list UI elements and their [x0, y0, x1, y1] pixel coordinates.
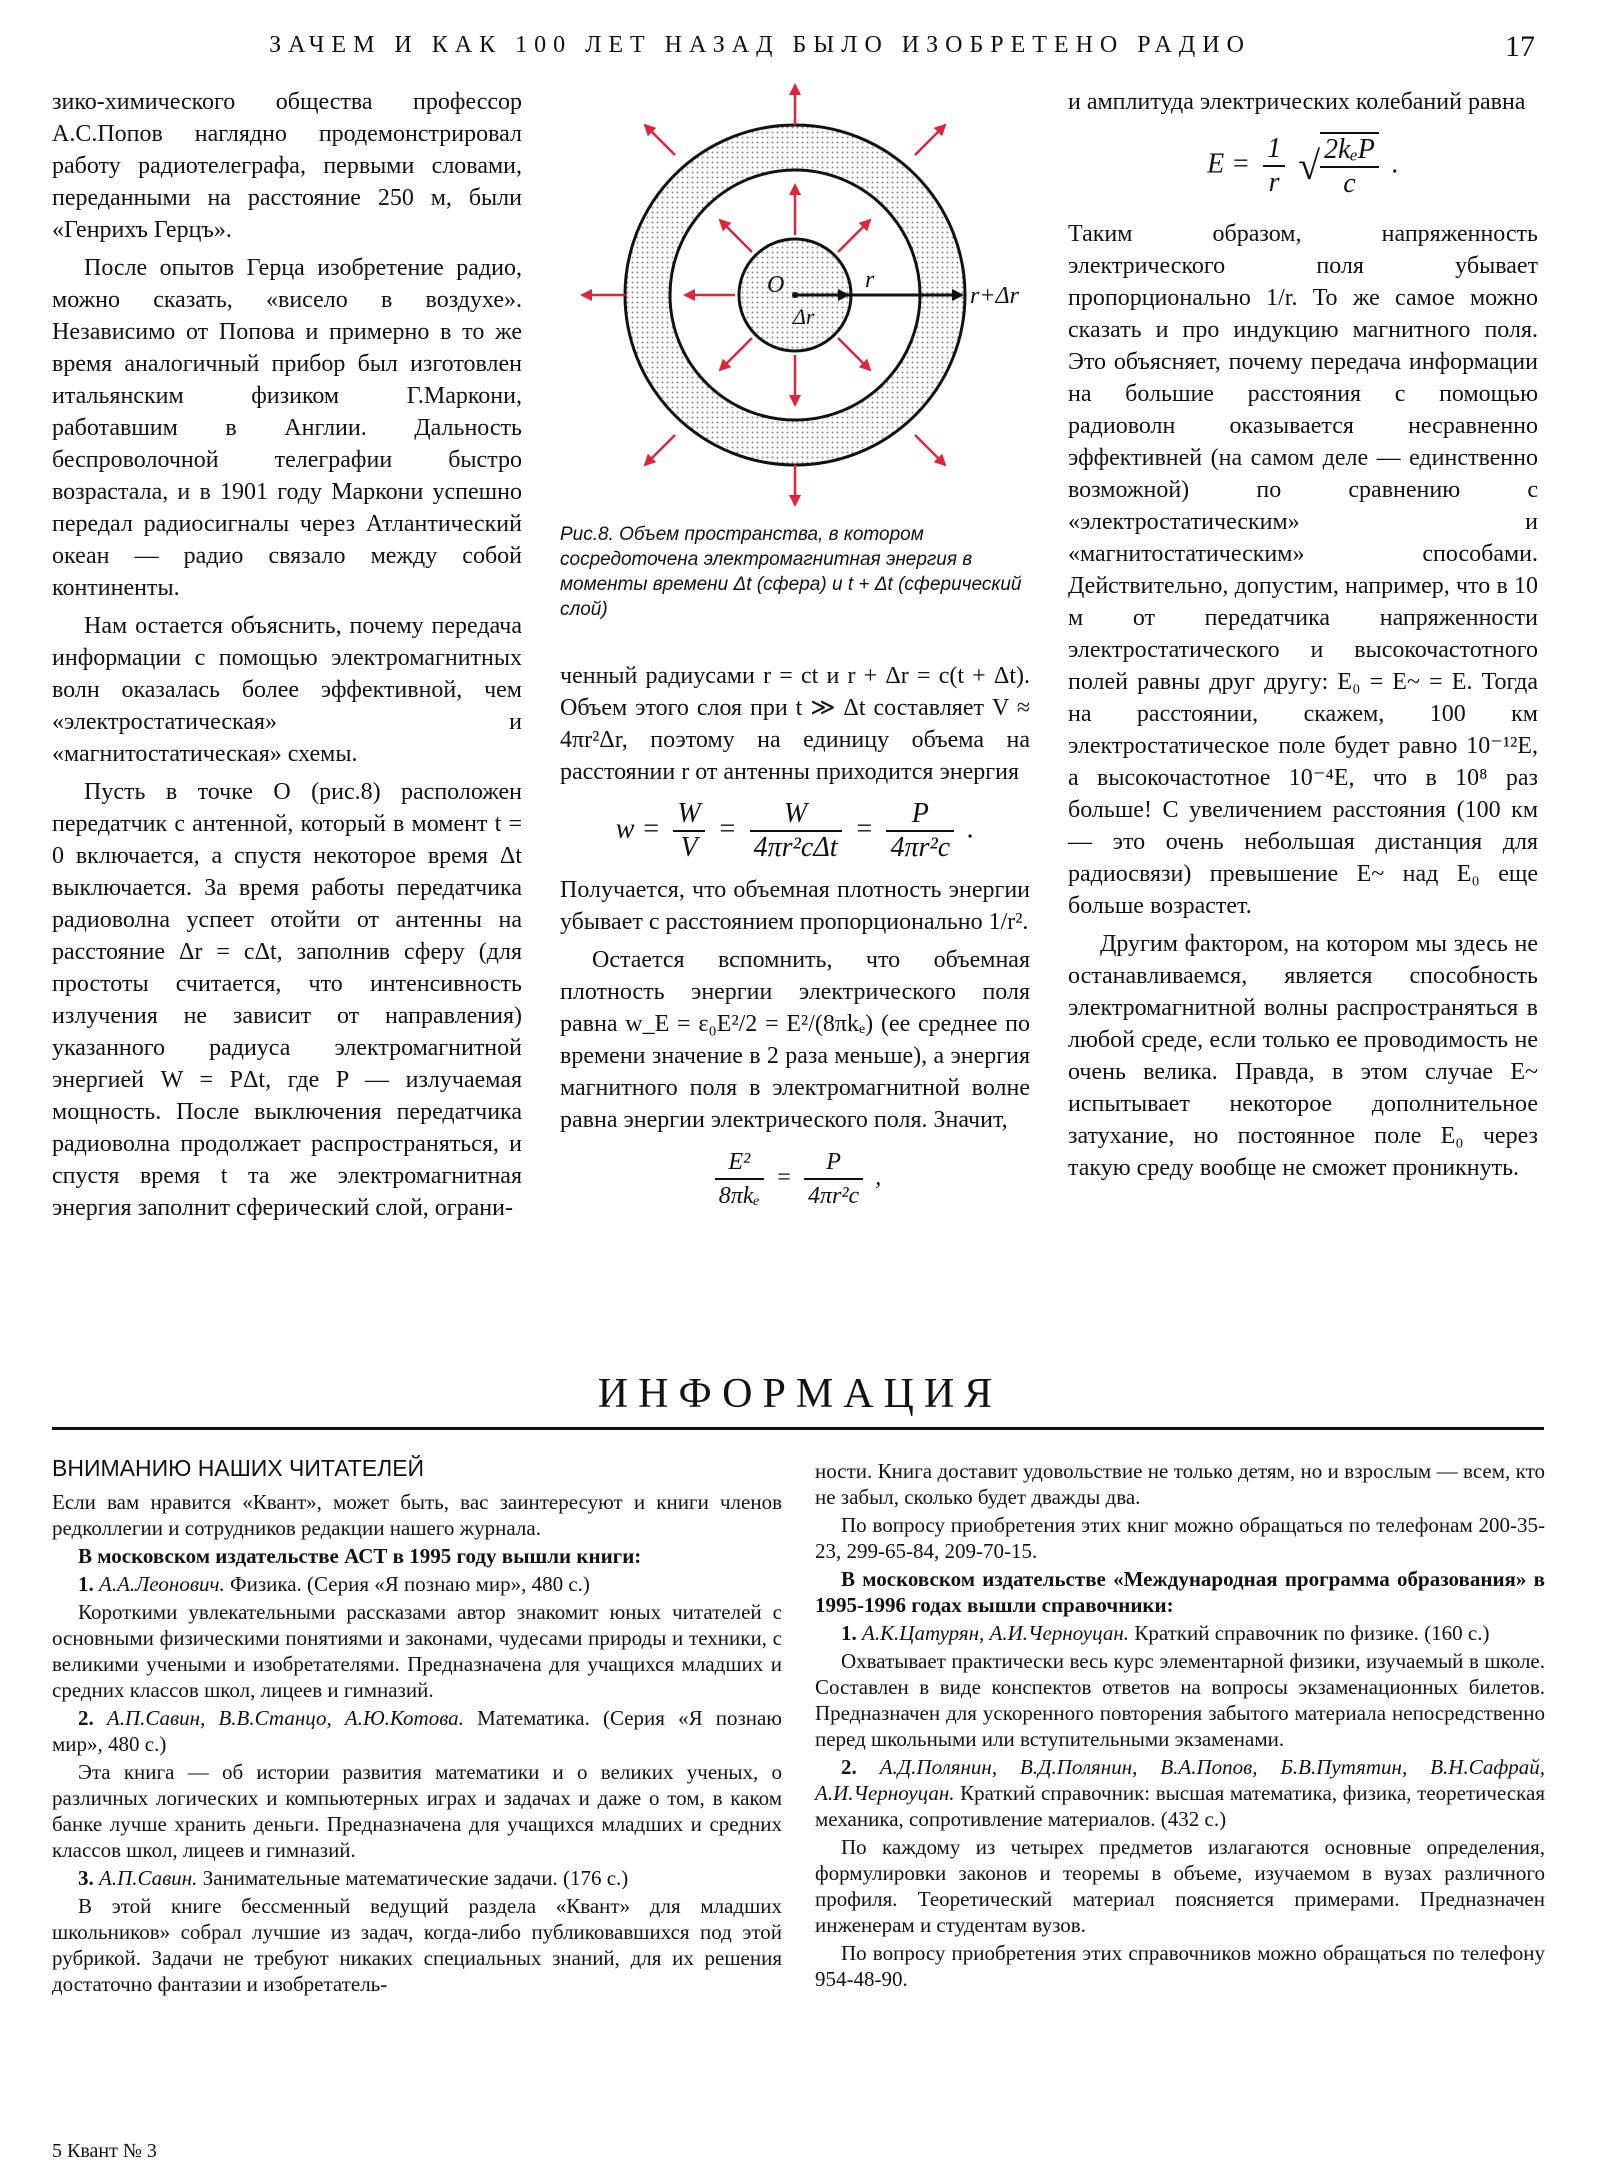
col1-paragraph-2: После опытов Герца изобретение радио, можно сказать, «висело в воздухе». Независимо от Попова и примерно в то же время аналогичный прибор был изготовлен итальянским физиком Г.Маркони, работавшим в Англии. Дальность беспроволочной телеграфии быстро возрастала, и в 1901 году Маркони успешно передал радиосигналы через Атлантический океан — радио связало между собой континенты. — [52, 255, 522, 601]
formula-num: P — [886, 798, 954, 832]
book-3-desc-cont: ности. Книга доставит удовольствие не только детям, но и взрослым — всем, кто не забыл, сколько будет дважды два. — [815, 1459, 1545, 1509]
book-2-desc: Эта книга — об истории развития математики и о великих ученых, о различных логических и компьютерных играх и задачах и даже о том, в каком банке лучше хранить деньги. Предназначена для учащихся младших и средних классов школ, лицеев и гимназий. — [52, 1760, 782, 1862]
book-3-author: А.П.Савин. — [99, 1866, 198, 1890]
formula-den: 4πr²c — [807, 1183, 860, 1209]
label-o: O — [767, 272, 785, 298]
figure-8 — [560, 80, 1030, 520]
book-1 — [52, 1571, 782, 1597]
col1-paragraph-3: Нам остается объяснить, почему передача информации с помощью электромагнитных волн оказалась более эффективной, чем «электростатическая» и «магнитостатическая» схемы. — [52, 613, 522, 767]
col3-paragraph-1: и амплитуда электрических колебаний равна — [1068, 89, 1526, 115]
ast-phone: По вопросу приобретения этих книг можно обращаться по телефонам 200-35-23, 299-65-84, 209-70-15. — [815, 1513, 1545, 1563]
book-1-num: 1. — [78, 1572, 94, 1596]
formula-end: , — [875, 1164, 882, 1191]
book-1-title: Физика. (Серия «Я познаю мир», 480 с.) — [229, 1572, 590, 1596]
formula-lhs: w = — [615, 813, 661, 845]
page-number: 17 — [1505, 30, 1535, 63]
formula-den: c — [1343, 168, 1356, 199]
footer-signature: 5 Квант № 3 — [52, 2140, 157, 2162]
book-1-desc: Короткими увлекательными рассказами автор знакомит юных читателей с основными физическими понятиями и законами, чудесами природы и техники, с великими учеными и изобретателями. Предназначена для учащихся младших и средних классов школ, лицеев и гимназий. — [52, 1600, 782, 1702]
formula-end: . — [1391, 148, 1399, 180]
handbook-1 — [815, 1620, 1545, 1646]
handbook-2-title: Краткий справочник: высшая математика, физика, теоретическая механика, сопротивление материалов. (432 с.) — [815, 1781, 1546, 1831]
section-title: ИНФОРМАЦИЯ — [597, 1371, 1003, 1417]
formula-den: 4πr²cΔt — [753, 832, 838, 863]
book-2-author: А.П.Савин, В.В.Станцо, А.Ю.Котова. — [106, 1706, 464, 1730]
col3-paragraph-2: Таким образом, напряженность электрического поля убывает пропорционально 1/r. То же самое можно сказать и про индукцию магнитного поля. Это объясняет, почему передача информации на большие расстояния с помощью радиоволн оказывается несравненно эффективней (на самом деле — единственно возможной) по сравнению с «электростатическим» и «магнитостатическим» способами. Действительно, допустим, например, что в 10 м от передатчика напряженности электростатического и высокочастотного полей равны друг другу: E₀ = E~ = E. Тогда на расстоянии, скажем, 100 км электростатическое поле будет равно 10⁻¹²E, а высокочастотное 10⁻⁴E, что в 10⁸ раз больше! С увеличением расстояния (100 км — это очень небольшая дистанция для радиосвязи) превышение E~ над E₀ еще больше возрастет. — [1068, 221, 1538, 919]
label-r-plus-dr: r+Δr — [970, 283, 1019, 309]
col2-paragraph-3: Остается вспомнить, что объемная плотность энергии электрического поля равна w_E = ε₀E²/2 = E²/(8πkₑ) (ее среднее по времени значение в 2 раза меньше), а энергия магнитного поля в электромагнитной волне равна энергии электрического поля. Значит, — [560, 947, 1030, 1133]
column-3 — [1068, 86, 1538, 1190]
col1-paragraph-1: зико-химического общества профессор А.С.Попов наглядно продемонстрировал работу радиотелеграфа, первыми словами, переданными на расстояние 250 м, были «Генрихъ Герцъ». — [52, 89, 522, 243]
book-2 — [52, 1705, 782, 1757]
col3-paragraph-3: Другим фактором, на котором мы здесь не останавливаемся, является способность электромагнитной волны распространяться в любой среде, если только ее проводимость не очень велика. Правда, в этом случае E~ испытывает некоторое дополнительное затухание, но постоянное поле E₀ через такую среду вообще не сможет проникнуть. — [1068, 931, 1538, 1181]
book-2-num: 2. — [78, 1706, 94, 1730]
book-3-title: Занимательные математические задачи. (176 с.) — [202, 1866, 629, 1890]
book-3-desc: В этой книге бессменный ведущий раздела «Квант» для младших школьников» собрал лучшие из задач, когда-либо публиковавшихся под этой рубрикой. Задачи не требуют никаких специальных знаний, для их решения достаточно фантазии и изобретатель- — [52, 1894, 782, 1996]
formula-field-energy — [560, 1146, 1030, 1212]
formula-amplitude — [1068, 132, 1538, 200]
formula-num: E² — [715, 1146, 764, 1180]
formula-energy-density — [560, 798, 1030, 864]
formula-den: r — [1268, 167, 1280, 198]
mpo-phone: По вопросу приобретения этих справочников можно обращаться по телефону 954-48-90. — [815, 1941, 1545, 1991]
handbook-1-num: 1. — [841, 1621, 857, 1645]
info-column-1 — [52, 1455, 782, 1999]
formula-eq: = — [854, 813, 874, 845]
section-rule — [52, 1427, 1544, 1430]
formula-lhs: E = — [1207, 148, 1251, 180]
formula-num: 1 — [1263, 133, 1285, 167]
formula-eq: = — [775, 1164, 792, 1191]
book-3 — [52, 1865, 782, 1891]
handbook-2 — [815, 1754, 1545, 1832]
info-column-2 — [815, 1458, 1545, 1994]
mpo-publisher-title: В московском издательстве «Международная программа образования» в 1995-1996 годах вышли справочники: — [815, 1567, 1545, 1617]
handbook-2-desc: По каждому из четырех предметов излагаются основные определения, формулировки законов и теоремы в объеме, изучаемом в вузах различного профиля. Теоретический материал поясняется примерами. Предназначен инженерам и студентам вузов. — [815, 1835, 1545, 1937]
column-1 — [52, 86, 522, 1230]
sphere-diagram — [560, 80, 1030, 520]
col1-paragraph-4: Пусть в точке O (рис.8) расположен передатчик с антенной, который в момент t = 0 включается, а спустя некоторое время Δt выключается. За время работы передатчика радиоволна успеет отойти от антенны на расстояние Δr = cΔt, заполнив сферу (для простоты считается, что интенсивность излучения не зависит от направления) указанного радиуса электромагнитной энергией W = PΔt, где P — излучаемая мощность. После выключения передатчика радиоволна продолжает распространяться, и спустя время t та же электромагнитная энергия заполнит сферический слой, ограни- — [52, 779, 522, 1221]
info-heading: ВНИМАНИЮ НАШИХ ЧИТАТЕЛЕЙ — [52, 1455, 425, 1481]
formula-eq: = — [717, 813, 737, 845]
col2-paragraph-2: Получается, что объемная плотность энергии убывает с расстоянием пропорционально 1/r². — [560, 877, 1030, 935]
formula-num: W — [750, 798, 842, 832]
formula-end: . — [967, 813, 975, 845]
column-2 — [560, 660, 1030, 1222]
handbook-1-desc: Охватывает практически весь курс элементарной физики, изучаемый в школе. Составлен в виде конспектов ответов на вопросы экзаменационных билетов. Предназначен для ускоренного повторения забытого материала непосредственно перед школьными или вступительными экзаменами. — [815, 1649, 1545, 1751]
handbook-1-title: Краткий справочник по физике. (160 с.) — [1134, 1621, 1490, 1645]
ast-publisher-title: В московском издательстве АСТ в 1995 году вышли книги: — [78, 1544, 642, 1568]
center-point — [792, 292, 798, 298]
figure-caption: Рис.8. Объем пространства, в котором сосредоточена электромагнитная энергия в моменты времени Δt (сфера) и t + Δt (сферический слой) — [560, 524, 1022, 620]
book-2-title: Математика. (Серия «Я познаю мир», 480 с.) — [52, 1706, 782, 1756]
formula-den: 8πkₑ — [718, 1183, 760, 1209]
handbook-2-author: А.Д.Полянин, В.Д.Полянин, В.А.Попов, Б.В.Путятин, В.Н.Сафрай, А.И.Черноуцан. — [815, 1755, 1545, 1805]
formula-num: 2kₑP — [1320, 134, 1379, 168]
label-dr: Δr — [793, 304, 815, 329]
handbook-1-author: А.К.Цатурян, А.И.Черноуцан. — [862, 1621, 1130, 1645]
book-3-num: 3. — [78, 1866, 94, 1890]
col2-paragraph-1: ченный радиусами r = ct и r + Δr = c(t + Δt). Объем этого слоя при t ≫ Δt составляет V ≈ 4πr²Δr, поэтому на единицу объема на расстоянии r от антенны приходится энергия — [560, 663, 1030, 785]
running-header: ЗАЧЕМ И КАК 100 ЛЕТ НАЗАД БЫЛО ИЗОБРЕТЕНО РАДИО — [269, 32, 1251, 58]
sqrt-sign: √ — [1298, 143, 1321, 188]
label-r: r — [865, 267, 875, 293]
formula-num: W — [673, 798, 704, 832]
handbook-2-num: 2. — [841, 1755, 857, 1779]
book-1-author: А.А.Леонович. — [99, 1572, 225, 1596]
info-intro: Если вам нравится «Квант», может быть, вас заинтересуют и книги членов редколлегии и сотрудников редакции нашего журнала. — [52, 1490, 782, 1540]
formula-den: V — [680, 832, 698, 863]
formula-num: P — [804, 1146, 863, 1180]
formula-den: 4πr²c — [890, 832, 951, 863]
